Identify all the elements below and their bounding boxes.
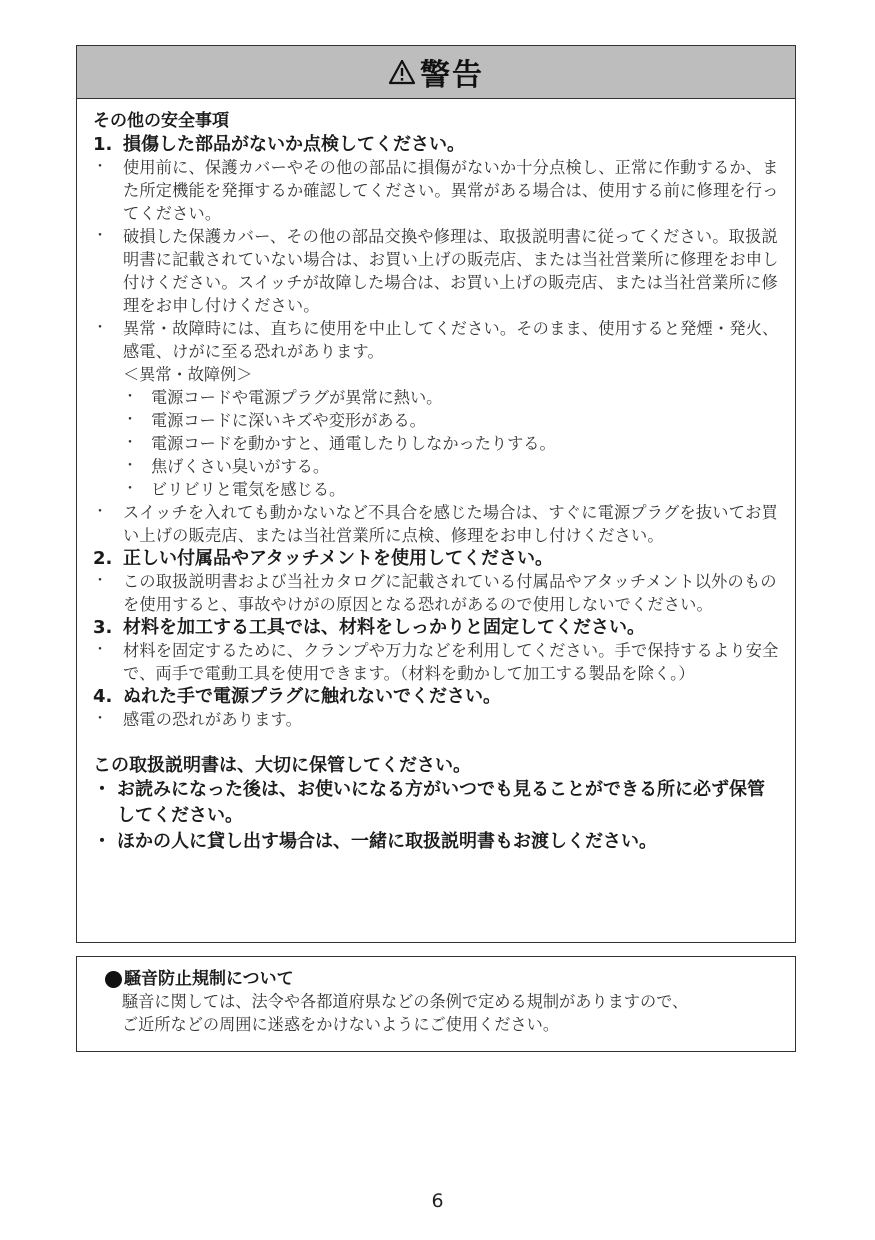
bullet-item: ・ 異常・故障時には、直ちに使用を中止してください。そのまま、使用すると発煙・発火、感電、けがに至る恐れがあります。 <box>93 319 779 361</box>
bullet-item: ・ 材料を固定するために、クランプや万力などを利用してください。手で保持するより安全で、両手で電動工具を使用できます。（材料を動かして加工する製品を除く。） <box>93 641 779 683</box>
item-number: 4. <box>93 686 113 707</box>
bullet-item: ・ 使用前に、保護カバーやその他の部品に損傷がないか十分点検し、正常に作動するか、また所定機能を発揮するか確認してください。異常がある場合は、使用する前に修理を行ってください。 <box>93 158 779 223</box>
example-label: ＜異常・故障例＞ <box>123 365 253 384</box>
noise-text-line: 騒音に関しては、法令や各都道府県などの条例で定める規制がありますので、 <box>122 992 689 1011</box>
item-heading <box>93 547 781 570</box>
example-item: ・ ビリビリと電気を感じる。 <box>123 480 346 499</box>
warning-body <box>77 99 795 855</box>
item-heading-text: ぬれた手で電源プラグに触れないでください。 <box>123 686 501 707</box>
storage-bullet: ・ ほかの人に貸し出す場合は、一緒に取扱説明書もお渡しください。 <box>93 831 657 852</box>
warning-triangle-icon <box>388 59 416 85</box>
item-number: 2. <box>93 548 113 569</box>
item-heading <box>93 616 781 639</box>
page-number: 6 <box>431 1190 444 1212</box>
example-item: ・ 電源コードに深いキズや変形がある。 <box>123 411 426 430</box>
item-heading <box>93 685 781 708</box>
storage-title: この取扱説明書は、大切に保管してください。 <box>93 755 471 776</box>
bullet-item: ・ スイッチを入れても動かないなど不具合を感じた場合は、すぐに電源プラグを抜いてお買い上げの販売店、または当社営業所に点検、修理をお申し付けください。 <box>93 503 778 545</box>
noise-title: 騒音防止規制について <box>105 968 795 990</box>
section-title: その他の安全事項 <box>93 111 229 131</box>
bullet-item: ・ 破損した保護カバー、その他の部品交換や修理は、取扱説明書に従ってください。取扱説明書に記載されていない場合は、お買い上げの販売店、または当社営業所に修理をお申し付けください。スイッチが故障した場合は、お買い上げの販売店、または当社営業所に修理をお申し付けください。 <box>93 227 779 315</box>
bullet-dot-icon <box>105 971 122 988</box>
warning-box <box>76 45 796 943</box>
item-heading <box>93 133 781 156</box>
bullet-item: ・ 感電の恐れがあります。 <box>93 710 302 729</box>
noise-text-line: ご近所などの周囲に迷惑をかけないようにご使用ください。 <box>122 1015 560 1034</box>
warning-header <box>77 46 795 99</box>
bullet-item: ・ この取扱説明書および当社カタログに記載されている付属品やアタッチメント以外のものを使用すると、事故やけがの原因となる恐れがあるので使用しないでください。 <box>93 572 777 614</box>
noise-regulation-box <box>76 956 796 1052</box>
item-heading-text: 損傷した部品がないか点検してください。 <box>123 134 465 155</box>
example-item: ・ 電源コードを動かすと、通電したりしなかったりする。 <box>123 434 556 453</box>
item-heading-text: 材料を加工する工具では、材料をしっかりと固定してください。 <box>123 617 645 638</box>
storage-bullet: ・ お読みになった後は、お使いになる方がいつでも見ることができる所に必ず保管してください。 <box>93 779 765 826</box>
item-heading-text: 正しい付属品やアタッチメントを使用してください。 <box>123 548 554 569</box>
item-number: 1. <box>93 134 113 155</box>
example-item: ・ 焦げくさい臭いがする。 <box>123 457 330 476</box>
item-number: 3. <box>93 617 113 638</box>
warning-title: 警告 <box>420 58 484 93</box>
example-item: ・ 電源コードや電源プラグが異常に熱い。 <box>123 388 443 407</box>
